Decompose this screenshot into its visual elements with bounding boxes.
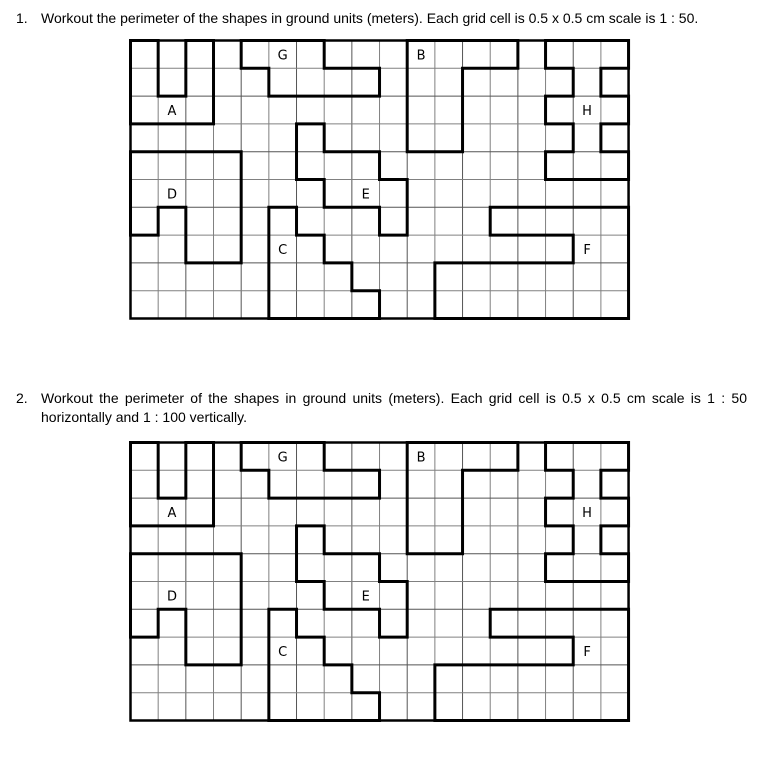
- question-number: 1.: [16, 10, 28, 26]
- question-2: [0, 389, 761, 429]
- question-text: Workout the perimeter of the shapes in ground units (meters). Each grid cell is 0.5 x 0.5 cm scale is 1 : 50 horizontally and 1 : 100 vertically.: [41, 390, 747, 425]
- shape-label-e: E: [361, 589, 370, 605]
- shape-label-h: H: [582, 104, 592, 119]
- shape-label-d: D: [166, 589, 178, 605]
- shape-label-c: C: [278, 645, 288, 660]
- shape-label-h: H: [582, 506, 592, 521]
- grid-figure-1: [129, 39, 629, 319]
- shape-label-e: E: [361, 187, 370, 203]
- perimeter-grid: [129, 441, 629, 721]
- shape-label-a: A: [167, 506, 177, 521]
- shape-label-f: F: [583, 243, 591, 258]
- shape-label-c: C: [278, 243, 288, 258]
- question-1: [0, 9, 761, 29]
- shape-label-b: B: [416, 450, 426, 466]
- question-number: 2.: [16, 390, 28, 406]
- shape-label-d: D: [166, 187, 178, 203]
- shape-label-g: G: [277, 450, 288, 466]
- shape-label-a: A: [167, 104, 177, 119]
- grid-figure-2: [129, 441, 629, 721]
- shape-label-b: B: [416, 48, 426, 64]
- perimeter-grid: [129, 39, 629, 319]
- question-text: Workout the perimeter of the shapes in ground units (meters). Each grid cell is 0.5 x 0.5 cm scale is 1 : 50.: [41, 10, 699, 26]
- shape-label-f: F: [583, 645, 591, 660]
- shape-label-g: G: [277, 48, 288, 64]
